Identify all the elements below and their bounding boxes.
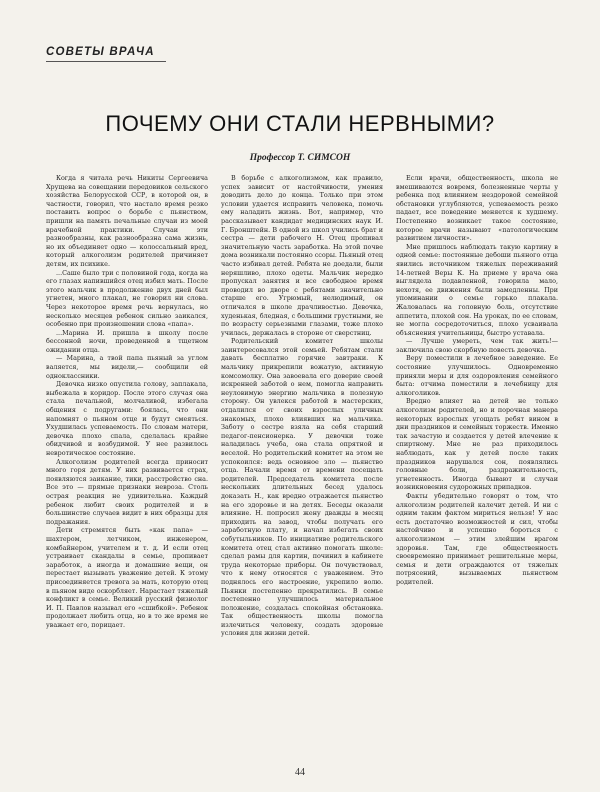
paragraph: — Марина, а твой папа пьяный за углом валяется, мы видели,— сообщили ей одноклассники. [46,354,208,380]
column-3 [396,174,558,754]
paragraph: Когда я читала речь Никиты Сергеевича Хрущева на совещании передовиков сельского хозяйства Белорусской ССР, в которой он, в частности, говорил, что настало время резко поставить вопрос о борьбе с пьянством, пришли на память печальные случаи из моей врачебной практики. Случаи эти разнообразны, как разнообразна сама жизнь, но их объединяет одно — колоссальный вред, который алкоголизм родителей причиняет детям, их психике. [46,174,208,268]
column-1 [46,174,208,754]
paragraph: В борьбе с алкоголизмом, как правило, успех зависит от настойчивости, умения доводить дело до конца. Только при этом условии удается исправить человека, помочь ему наладить жизнь. Вот, например, что рассказывает кандидат медицинских наук И. Г. Бронштейн. В одной из школ учились брат и сестра — дети рабочего Н. Отец пропивал значительную часть заработка. На этой почве дома возникали постоянно ссоры. Пьяный отец часто избивал детей. Ребята не доедали, были неряшливо, плохо одеты. Мальчик нередко пропускал занятия и все свободное время проводил во дворе с ребятами значительно старше его. Угрюмый, нелюдимый, он отличался в школе драчливостью. Девочка, худенькая, бледная, с большими грустными, не по возрасту серьезными глазами, тоже плохо училась, держалась в стороне от сверстниц. [221,174,383,337]
article-author: Профессор Т. СИМСОН [249,153,351,163]
paragraph: Если врачи, общественность, школа не вмешиваются вовремя, болезненные черты у ребенка под влиянием нездоровой семейной обстановки углубляются, успеваемость резко падает, все поведение меняется к худшему. Постепенно возникает такое состояние, которое врачи называют «патологическим развитием личности». [396,174,558,243]
paragraph: Мне пришлось наблюдать такую картину в одной семье: постоянные дебоши пьяного отца явились источником тяжелых переживаний 14-летней Веры К. На приеме у врача она выглядела подавленной, говорила мало, нехотя, ее движения были замедленны. При упоминании о семье горько плакала. Жаловалась на головную боль, отсутствие аппетита, плохой сон. На уроках, по ее словам, не могла сосредоточиться, плохо усваивала объяснения учительницы, быстро уставала. [396,242,558,337]
paragraph: ...Саше было три с половиной года, когда на его глазах напившийся отец избил мать. После этого мальчик в продолжение двух дней был угнетен, много плакал, не говорил ни слова. Через некоторое время речь вернулась, но несколько месяцев ребенок сильно заикался, особенно при произношении слова «папа». [46,268,208,329]
paragraph: Веру поместили в лечебное заведение. Ее состояние улучшилось. Одновременно приняли меры и для оздоровления семейного быта: отчима поместили в лечебницу для алкоголиков. [396,354,558,397]
paragraph: Алкоголизм родителей всегда приносит много горя детям. У них развивается страх, появляются заикание, тики, расстройство сна. Все это — прямые признаки невроза. Столь острая реакция не удивительна. Каждый ребенок любит своих родителей и в большинстве случаев видит в них образцы для подражания. [46,457,208,526]
paragraph: Вредно влияет на детей не только алкоголизм родителей, но и порочная манера некоторых взрослых угощать ребят вином в дни праздников и семейных торжеств. Именно так зачастую и создается у детей влечение к спиртному. Мне не раз приходилось наблюдать, как у детей после таких праздников нарушался сон, появлялись головные боли, раздражительность, угнетенность. Иногда бывают и случаи возникновения судорожных припадков. [396,397,558,492]
rubric-underline [46,61,166,62]
paragraph: Факты убедительно говорят о том, что алкоголизм родителей калечит детей. И ни с одним таким фактом мириться нельзя! У нас есть достаточно возможностей и сил, чтобы настойчиво и успешно бороться с алкоголизмом — этим злейшим врагом здоровья. Там, где общественность своевременно принимает решительные меры, семья и дети ограждаются от тяжелых потрясений, вызываемых пьянством родителей. [396,491,558,586]
paragraph: Родительский комитет школы заинтересовался этой семьей. Ребятам стали давать бесплатно горячие завтраки. К мальчику прикрепили вожатую, активную комсомолку. Она завоевала его доверие своей искренней заботой о нем, помогла направить неуловимую энергию мальчика в полезную сторону. Он увлекся работой в мастерских, отдалился от своих взрослых уличных знакомых, плохо влиявших на мальчика. Заботу о сестре взяла на себя старший педагог-пенсионерка. У девочки тоже наладилась учеба, она стала опрятной и веселой. Но родительский комитет на этом не успокоился: ведь основное зло — пьянство отца. Начали время от времени посещать родителей. Председатель комитета после нескольких длительных бесед удалось доказать Н., как вредно отражается пьянство на его здоровье и на детях. Беседы оказали влияние. Н. попросил жену дважды в месяц приходить на завод, чтобы получать его заработную плату, и начал избегать своих собутыльников. По инициативе родительского комитета отец стал активно помогать школе: сделал рамы для картин, починил в кабинете труда некоторые приборы. Он почувствовал, что к нему относятся с уважением. Это поднялось его настроение, укрепило волю. Пьянки постепенно прекратились. В семье постепенно улучшилось материальное положение, создалась спокойная обстановка. Так общественность школы помогла излечиться человеку, создать здоровые условия для жизни детей. [221,337,383,638]
column-2 [221,174,383,754]
paragraph: Девочка низко опустила голову, заплакала, выбежала в коридор. После этого случая она стала печальной, молчаливой, избегала общения с подругами: боялась, что они напомнят о пьяном отце и будут смеяться. Ухудшилась успеваемость. По словам матери, девочка плохо спала, сделалась крайне обидчивой и возбудимой. У нее развилось невротическое состояние. [46,380,208,457]
rubric-heading: СОВЕТЫ ВРАЧА [46,46,155,58]
paragraph: Дети стремятся быть «как папа» — шахтером, летчиком, инженером, комбайнером, учителем и т. д. И если отец устраивает скандалы в семье, пропивает заработок, а иногда и домашние вещи, он перестает вызывать уважение детей. К этому присоединяется тревога за мать, которую отец в пьяном виде оскорбляет. Нарастает тяжелый конфликт в семье. Великий русский физиолог И. П. Павлов называл его «сшибкой». Ребенок продолжает любить отца, но в то же время не уважает его, порицает. [46,526,208,629]
paragraph: — Лучше умереть, чем так жить!— заключила свою скорбную повесть девочка. [396,337,558,354]
paragraph: ...Марина И. пришла в школу после бессонной ночи, проведенной в тщетном ожидании отца. [46,328,208,354]
page-number: 44 [295,767,305,778]
article-title: ПОЧЕМУ ОНИ СТАЛИ НЕРВНЫМИ? [105,111,495,136]
article-body [46,174,558,754]
